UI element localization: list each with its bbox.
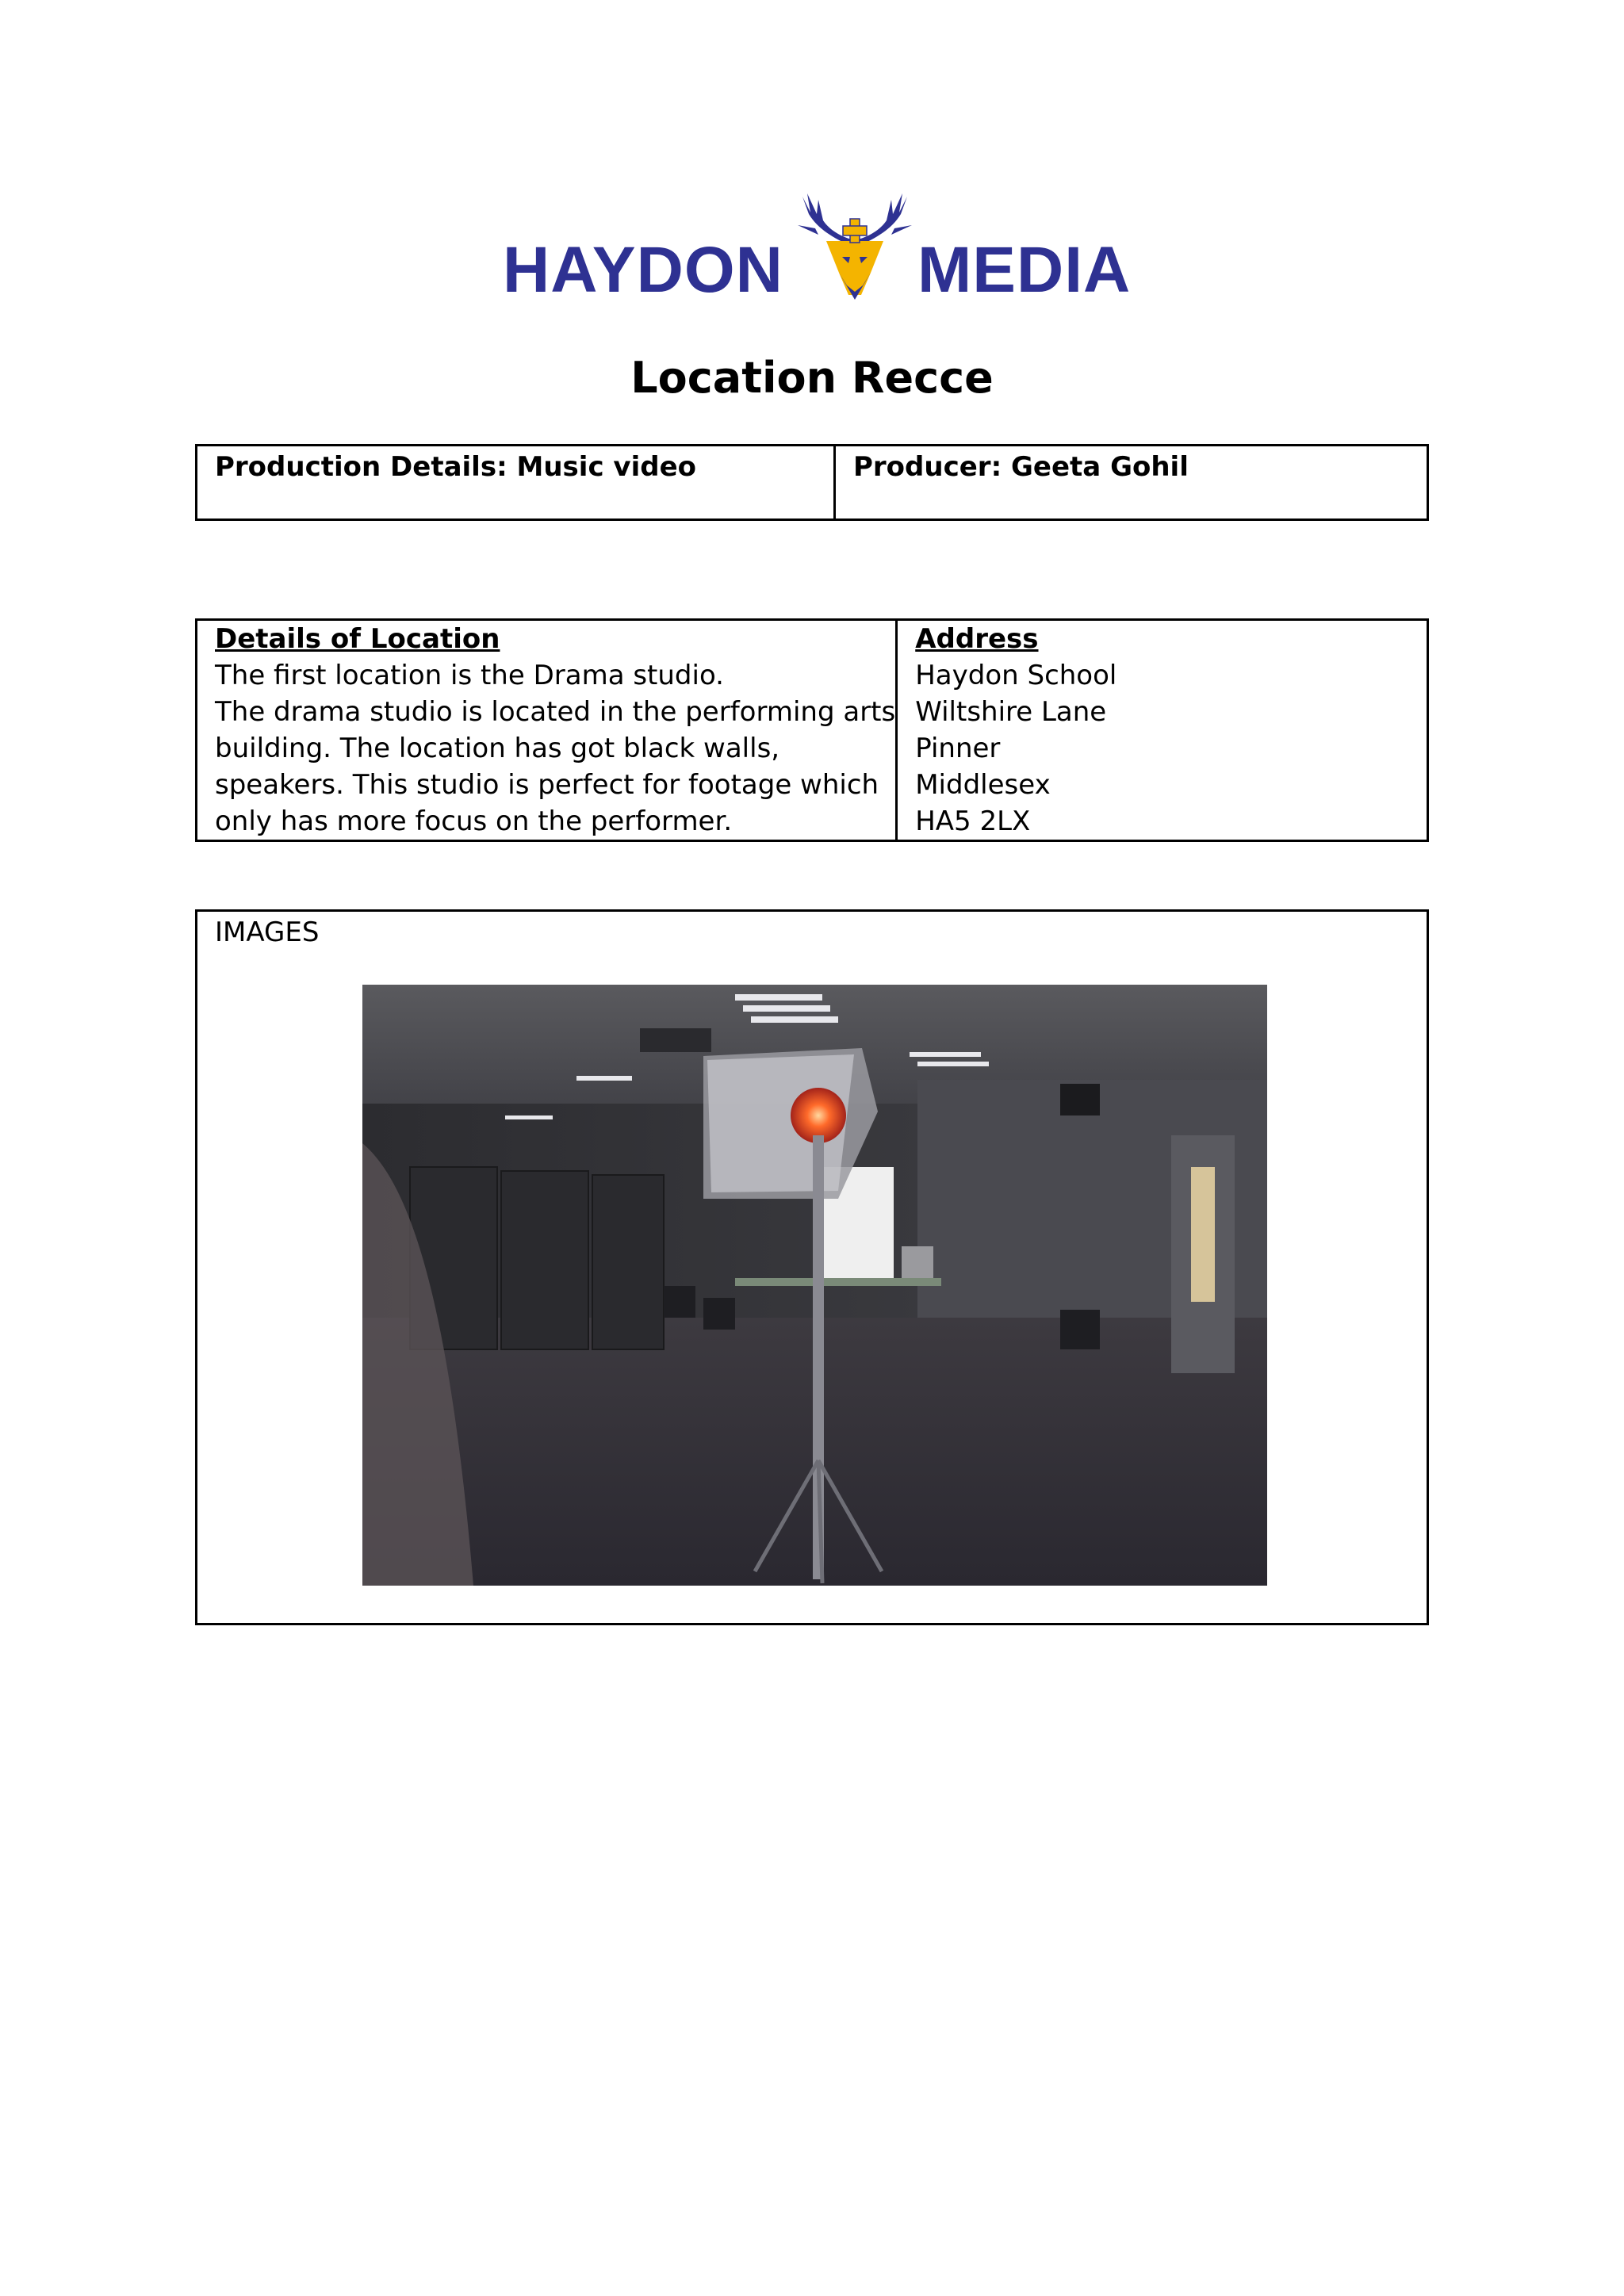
production-details-label: Production Details: Music video	[215, 451, 697, 483]
page-title: Location Recce	[630, 353, 994, 403]
address-line: Middlesex	[915, 769, 1051, 801]
address-line: Pinner	[915, 733, 1001, 764]
details-line: building. The location has got black walls,	[215, 733, 780, 764]
haydon-media-logo	[0, 190, 1624, 309]
logo-word-right: MEDIA	[917, 234, 1132, 306]
address-line: Haydon School	[915, 660, 1117, 691]
details-line: The first location is the Drama studio.	[215, 660, 724, 691]
producer-label: Producer: Geeta Gohil	[853, 451, 1189, 483]
location-details-table	[195, 618, 1429, 842]
producer-cell	[835, 446, 1428, 520]
address-line: Wiltshire Lane	[915, 696, 1107, 728]
images-table	[195, 909, 1429, 1625]
images-label: IMAGES	[215, 916, 320, 948]
stag-emblem-icon	[795, 190, 915, 301]
details-of-location-heading: Details of Location	[215, 623, 500, 655]
address-cell	[897, 620, 1428, 841]
details-line: speakers. This studio is perfect for footage which	[215, 769, 879, 801]
address-heading: Address	[915, 623, 1039, 655]
production-details-cell	[197, 446, 835, 520]
logo-word-left: HAYDON	[503, 234, 783, 306]
drama-studio-photo	[362, 985, 1267, 1586]
production-details-table	[195, 444, 1429, 521]
details-of-location-cell	[197, 620, 897, 841]
details-line: only has more focus on the performer.	[215, 806, 733, 837]
images-cell	[197, 911, 1428, 1624]
details-line: The drama studio is located in the performing arts	[215, 696, 896, 728]
address-line: HA5 2LX	[915, 806, 1031, 837]
